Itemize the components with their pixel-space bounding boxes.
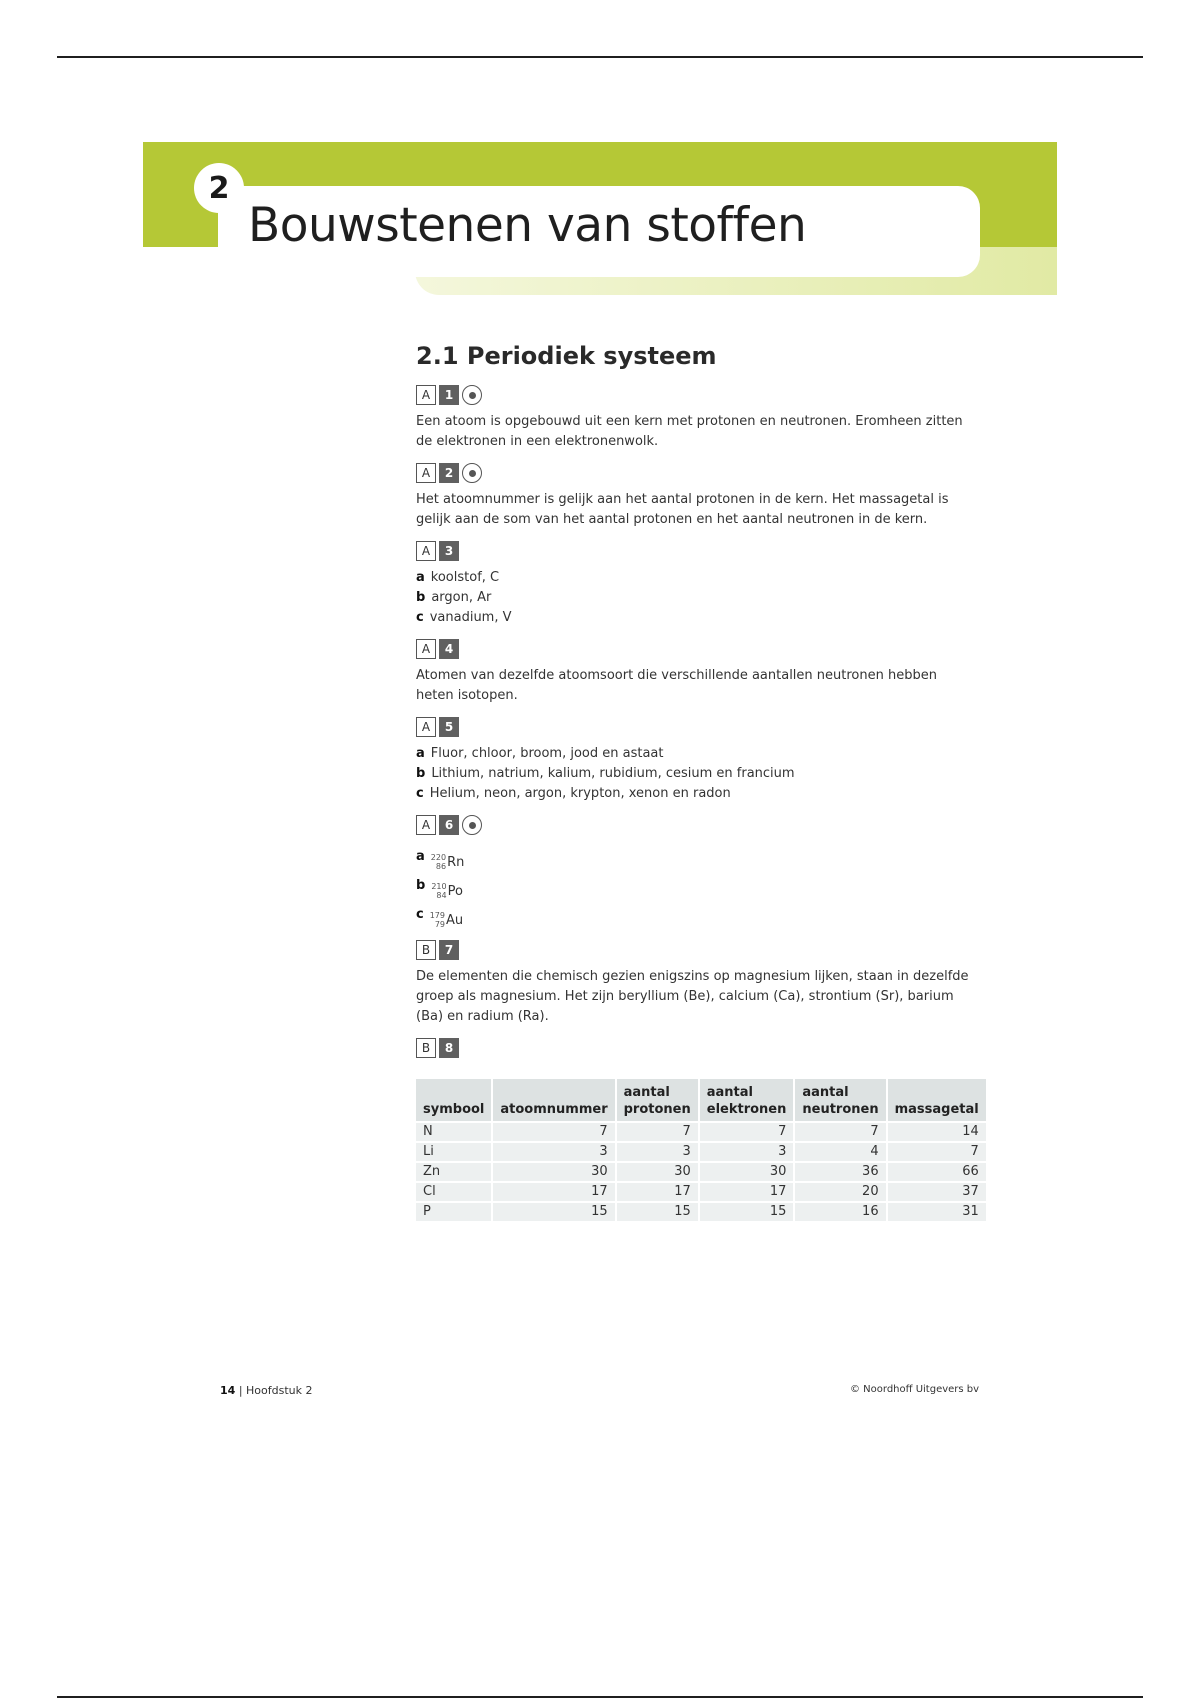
level-box: A (416, 541, 436, 561)
question-number: 2 (439, 463, 459, 483)
table-cell: 36 (795, 1163, 885, 1181)
page-footer-left (220, 1384, 313, 1397)
table-cell: 7 (795, 1123, 885, 1141)
level-box: B (416, 1038, 436, 1058)
question-7 (416, 939, 976, 1027)
table-cell: 37 (888, 1183, 986, 1201)
answer-text: Atomen van dezelfde atoomsoort die verschillende aantallen neutronen hebben heten isotopen. (416, 668, 937, 703)
table-cell: 7 (888, 1143, 986, 1161)
question-tag (416, 462, 976, 484)
table-cell: 17 (700, 1183, 794, 1201)
answer-item (416, 608, 976, 628)
question-number: 7 (439, 940, 459, 960)
table-cell: 30 (493, 1163, 614, 1181)
answer-item (416, 842, 976, 871)
table-cell: 17 (617, 1183, 698, 1201)
answer-item (416, 744, 976, 764)
target-icon (462, 385, 482, 405)
table-cell: 14 (888, 1123, 986, 1141)
table-cell: 30 (700, 1163, 794, 1181)
element-symbol: Po (447, 883, 463, 899)
table-cell: 3 (617, 1143, 698, 1161)
table-row (416, 1143, 986, 1161)
level-box: A (416, 463, 436, 483)
table-cell: 17 (493, 1183, 614, 1201)
level-box: A (416, 385, 436, 405)
column-header: aantal elektronen (700, 1079, 794, 1121)
question-number: 1 (439, 385, 459, 405)
element-symbol: Rn (447, 854, 465, 870)
table-cell: 15 (617, 1203, 698, 1221)
atom-data-table (414, 1077, 988, 1223)
answer-letter: a (416, 570, 425, 585)
answer-item (416, 764, 976, 784)
answer-letter: c (416, 786, 424, 801)
table-cell: 7 (700, 1123, 794, 1141)
element-symbol: Au (446, 912, 464, 928)
answer-item (416, 588, 976, 608)
table-header-row (416, 1079, 986, 1121)
table-row (416, 1123, 986, 1141)
copyright-notice: © Noordhoff Uitgevers bv (850, 1384, 980, 1395)
question-1 (416, 384, 976, 452)
table-cell: 30 (617, 1163, 698, 1181)
table-cell: Li (416, 1143, 491, 1161)
answer-letter: c (416, 610, 424, 625)
table-cell: 31 (888, 1203, 986, 1221)
answer-text: Het atoomnummer is gelijk aan het aantal protonen in de kern. Het massagetal is gelijk aan de som van het aantal protonen en het aantal neutronen in de kern. (416, 492, 949, 527)
answer-letter: b (416, 766, 426, 781)
answer-letter: b (416, 878, 426, 893)
chapter-number-badge: 2 (194, 163, 244, 213)
table-cell: 15 (700, 1203, 794, 1221)
mass-number: 179 (429, 911, 445, 920)
question-number: 6 (439, 815, 459, 835)
question-8 (416, 1037, 979, 1223)
question-4 (416, 638, 976, 706)
table-cell: 7 (617, 1123, 698, 1141)
level-box: A (416, 815, 436, 835)
answer-item (416, 900, 976, 929)
column-header: atoomnummer (493, 1079, 614, 1121)
target-icon (462, 815, 482, 835)
table-cell: 4 (795, 1143, 885, 1161)
answer-text: Helium, neon, argon, krypton, xenon en radon (429, 786, 731, 801)
chapter-title: Bouwstenen van stoffen (248, 198, 807, 253)
table-row (416, 1163, 986, 1181)
level-box: B (416, 940, 436, 960)
question-number: 4 (439, 639, 459, 659)
target-icon (462, 463, 482, 483)
answer-item (416, 871, 976, 900)
answer-letter: c (416, 907, 424, 922)
table-row (416, 1183, 986, 1201)
footer-separator: | (238, 1384, 243, 1397)
table-cell: 16 (795, 1203, 885, 1221)
question-number: 5 (439, 717, 459, 737)
question-tag (416, 540, 976, 562)
column-header: aantal protonen (617, 1079, 698, 1121)
table-cell: 66 (888, 1163, 986, 1181)
question-6 (416, 814, 976, 929)
table-cell: Cl (416, 1183, 491, 1201)
top-rule (57, 56, 1143, 58)
answer-text: Lithium, natrium, kalium, rubidium, cesium en francium (431, 766, 795, 781)
table-row (416, 1203, 986, 1221)
atomic-number: 79 (434, 920, 445, 929)
question-number: 8 (439, 1038, 459, 1058)
answer-text: De elementen die chemisch gezien enigszins op magnesium lijken, staan in dezelfde groep als magnesium. Het zijn beryllium (Be), calcium (Ca), strontium (Sr), barium (Ba) en radium (Ra). (416, 969, 969, 1024)
answer-letter: a (416, 849, 425, 864)
question-number: 3 (439, 541, 459, 561)
table-cell: 7 (493, 1123, 614, 1141)
question-tag (416, 814, 976, 836)
chapter-label: Hoofdstuk 2 (246, 1384, 313, 1397)
table-cell: 3 (700, 1143, 794, 1161)
question-5 (416, 716, 976, 804)
question-tag (416, 939, 976, 961)
table-cell: 3 (493, 1143, 614, 1161)
bottom-rule (57, 1696, 1143, 1698)
answer-text: argon, Ar (431, 590, 492, 605)
table-cell: N (416, 1123, 491, 1141)
question-2 (416, 462, 976, 530)
question-tag (416, 384, 976, 406)
level-box: A (416, 717, 436, 737)
question-3 (416, 540, 976, 628)
level-box: A (416, 639, 436, 659)
answer-letter: b (416, 590, 426, 605)
section-title: 2.1 Periodiek systeem (416, 342, 717, 370)
column-header: aantal neutronen (795, 1079, 885, 1121)
mass-number: 210 (431, 882, 447, 891)
question-tag (416, 638, 976, 660)
table-cell: P (416, 1203, 491, 1221)
column-header: massagetal (888, 1079, 986, 1121)
mass-number: 220 (430, 853, 447, 862)
answer-text: Fluor, chloor, broom, jood en astaat (430, 746, 664, 761)
question-tag (416, 716, 976, 738)
table-cell: 15 (493, 1203, 614, 1221)
page-number: 14 (220, 1384, 236, 1397)
main-content (416, 342, 979, 1233)
table-cell: 20 (795, 1183, 885, 1201)
answer-text: koolstof, C (430, 570, 500, 585)
table-cell: Zn (416, 1163, 491, 1181)
answer-text: Een atoom is opgebouwd uit een kern met protonen en neutronen. Eromheen zitten de elektronen in een elektronenwolk. (416, 414, 963, 449)
atomic-number: 84 (436, 891, 447, 900)
atomic-number: 86 (435, 862, 447, 871)
column-header: symbool (416, 1079, 491, 1121)
answer-text: vanadium, V (429, 610, 512, 625)
question-tag (416, 1037, 976, 1059)
answer-letter: a (416, 746, 425, 761)
nuclide-notation (430, 906, 463, 935)
answer-item (416, 784, 976, 804)
answer-item (416, 568, 976, 588)
